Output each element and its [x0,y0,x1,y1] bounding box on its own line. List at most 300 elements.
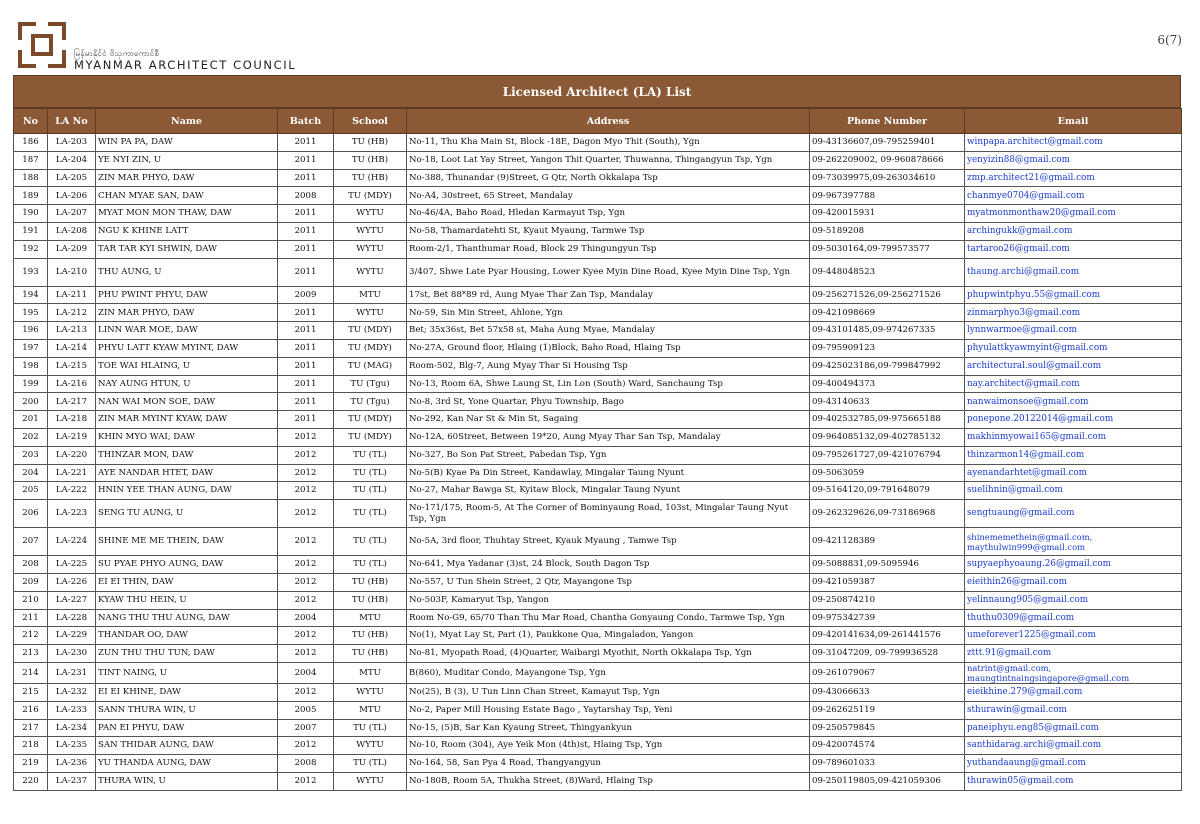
email-link[interactable]: zinmarphyo3@gmail.com [965,304,1182,322]
table-row [14,737,1182,755]
email-link[interactable]: phupwintphyu.55@gmail.com [965,286,1182,304]
architect-name: SAN THIDAR AUNG, DAW [96,737,278,755]
address: No-641, Mya Yadanar (3)st, 24 Block, South Dagon Tsp [407,556,810,574]
phone-number: 09-421098669 [810,304,965,322]
address: No-27A, Ground floor, Hlaing (1)Block, Baho Road, Hlaing Tsp [407,339,810,357]
table-row [14,187,1182,205]
email-link[interactable]: thurawin05@gmail.com [965,772,1182,790]
table-row [14,339,1182,357]
architect-name: AYE NANDAR HTET, DAW [96,464,278,482]
phone-number: 09-420141634,09-261441576 [810,627,965,645]
batch-year: 2012 [278,482,334,500]
phone-number: 09-250579845 [810,719,965,737]
address: Room-2/1, Thanthumar Road, Block 29 Thingungyun Tsp [407,240,810,258]
row-number: 203 [14,446,48,464]
email-link[interactable]: nanwaimonsoe@gmail.com [965,393,1182,411]
la-number: LA-203 [48,134,96,152]
table-row [14,683,1182,701]
batch-year: 2008 [278,187,334,205]
row-number: 189 [14,187,48,205]
email-link[interactable]: paneiphyu.eng85@gmail.com [965,719,1182,737]
row-number: 215 [14,683,48,701]
row-number: 200 [14,393,48,411]
batch-year: 2012 [278,737,334,755]
address: No-27, Mahar Bawga St, Kyitaw Block, Mingalar Taung Nyunt [407,482,810,500]
phone-number: 09-421128389 [810,528,965,556]
phone-number: 09-5189208 [810,222,965,240]
architect-name: ZIN MAR PHYO, DAW [96,169,278,187]
architect-name: YE NYI ZIN, U [96,151,278,169]
phone-number: 09-975342739 [810,609,965,627]
email-link[interactable]: suelihnin@gmail.com [965,482,1182,500]
address: No-A4, 30street, 65 Street, Mandalay [407,187,810,205]
batch-year: 2012 [278,556,334,574]
school: TU (MDY) [334,411,407,429]
row-number: 211 [14,609,48,627]
batch-year: 2012 [278,464,334,482]
row-number: 202 [14,428,48,446]
batch-year: 2011 [278,339,334,357]
address: No-180B, Room 5A, Thukha Street, (8)Ward, Hlaing Tsp [407,772,810,790]
la-number: LA-219 [48,428,96,446]
row-number: 197 [14,339,48,357]
la-number: LA-208 [48,222,96,240]
email-link[interactable]: myatmonmonthaw20@gmail.com [965,205,1182,223]
architect-name: PHYU LATT KYAW MYINT, DAW [96,339,278,357]
school: TU (HB) [334,591,407,609]
table-row [14,205,1182,223]
school: TU (TL) [334,500,407,528]
school: TU (Tgu) [334,375,407,393]
address: B(860), Muditar Condo, Mayangone Tsp, Ygn [407,662,810,683]
row-number: 187 [14,151,48,169]
address: No-5(B) Kyae Pa Din Street, Kandawlay, Mingalar Taung Nyunt [407,464,810,482]
email-link[interactable]: ayenandarhtet@gmail.com [965,464,1182,482]
org-name-block [74,50,296,72]
email-link[interactable]: ponepone.20122014@gmail.com [965,411,1182,429]
address: No-388, Thunandar (9)Street, G Qtr, North Okkalapa Tsp [407,169,810,187]
school: WYTU [334,205,407,223]
school: TU (MDY) [334,187,407,205]
la-number: LA-233 [48,701,96,719]
address: No-292, Kan Nar St & Min St, Sagaing [407,411,810,429]
batch-year: 2011 [278,322,334,340]
architect-table [13,108,1182,791]
email-link[interactable]: yenyizin88@gmail.com [965,151,1182,169]
row-number: 196 [14,322,48,340]
architect-name: SENG TU AUNG, U [96,500,278,528]
address: No-58, Thamardatehti St, Kyaut Myaung, Tarmwe Tsp [407,222,810,240]
batch-year: 2012 [278,428,334,446]
la-number: LA-216 [48,375,96,393]
table-row [14,169,1182,187]
address: Bet; 35x36st, Bet 57x58 st, Maha Aung Myae, Mandalay [407,322,810,340]
school: WYTU [334,222,407,240]
batch-year: 2011 [278,205,334,223]
architect-name: NAY AUNG HTUN, U [96,375,278,393]
table-row [14,286,1182,304]
row-number: 199 [14,375,48,393]
architect-name: EI EI KHINE, DAW [96,683,278,701]
phone-number: 09-43101485,09-974267335 [810,322,965,340]
la-number: LA-236 [48,755,96,773]
school: TU (HB) [334,151,407,169]
la-number: LA-215 [48,357,96,375]
table-row [14,222,1182,240]
phone-number: 09-789601033 [810,755,965,773]
table-row [14,393,1182,411]
row-number: 198 [14,357,48,375]
architect-name: SU PYAE PHYO AUNG, DAW [96,556,278,574]
address: No-327, Bo Son Pat Street, Pabedan Tsp, Ygn [407,446,810,464]
row-number: 194 [14,286,48,304]
la-number: LA-232 [48,683,96,701]
phone-number: 09-5063059 [810,464,965,482]
batch-year: 2004 [278,609,334,627]
address: No-164, 58, San Pya 4 Road, Thangyangyun [407,755,810,773]
school: WYTU [334,683,407,701]
school: TU (MAG) [334,357,407,375]
address: No-46/4A, Baho Road, Hledan Karmayut Tsp, Ygn [407,205,810,223]
batch-year: 2011 [278,222,334,240]
phone-number: 09-256271526,09-256271526 [810,286,965,304]
row-number: 219 [14,755,48,773]
la-number: LA-234 [48,719,96,737]
phone-number: 09-73039975,09-263034610 [810,169,965,187]
table-row [14,357,1182,375]
email-link[interactable]: shinememethein@gmail.com, maythulwin999@gmail.com [965,528,1182,556]
school: WYTU [334,258,407,286]
phone-number: 09-421059387 [810,573,965,591]
school: TU (HB) [334,573,407,591]
col-header-email: Email [965,109,1182,134]
address: Room No-G9, 65/70 Than Thu Mar Road, Chantha Gonyaung Condo, Tarmwe Tsp, Ygn [407,609,810,627]
la-number: LA-210 [48,258,96,286]
row-number: 210 [14,591,48,609]
email-link[interactable]: phyulattkyawmyint@gmail.com [965,339,1182,357]
row-number: 193 [14,258,48,286]
row-number: 207 [14,528,48,556]
school: MTU [334,609,407,627]
table-row [14,755,1182,773]
la-number: LA-224 [48,528,96,556]
phone-number: 09-5030164,09-799573577 [810,240,965,258]
la-number: LA-218 [48,411,96,429]
school: TU (TL) [334,446,407,464]
row-number: 201 [14,411,48,429]
email-link[interactable]: zmp.architect21@gmail.com [965,169,1182,187]
batch-year: 2011 [278,357,334,375]
row-number: 214 [14,662,48,683]
architect-name: NGU K KHINE LATT [96,222,278,240]
table-row [14,528,1182,556]
school: WYTU [334,737,407,755]
email-link[interactable]: santhidarag.archi@gmail.com [965,737,1182,755]
table-row [14,375,1182,393]
col-header-batch: Batch [278,109,334,134]
architect-name: TAR TAR KYI SHWIN, DAW [96,240,278,258]
architect-name: NAN WAI MON SOE, DAW [96,393,278,411]
row-number: 191 [14,222,48,240]
col-header-la-no: LA No [48,109,96,134]
architect-name: ZIN MAR PHYO, DAW [96,304,278,322]
email-link[interactable]: eieithin26@gmail.com [965,573,1182,591]
phone-number: 09-262625119 [810,701,965,719]
email-link[interactable]: thinzarmon14@gmail.com [965,446,1182,464]
email-link[interactable]: archingukk@gmail.com [965,222,1182,240]
school: TU (TL) [334,755,407,773]
email-link[interactable]: eieikhine.279@gmail.com [965,683,1182,701]
batch-year: 2011 [278,393,334,411]
phone-number: 09-5164120,09-791648079 [810,482,965,500]
phone-number: 09-262329626,09-73186968 [810,500,965,528]
architect-name: THANDAR OO, DAW [96,627,278,645]
phone-number: 09-964085132,09-402785132 [810,428,965,446]
batch-year: 2011 [278,375,334,393]
row-number: 195 [14,304,48,322]
phone-number: 09-43136607,09-795259401 [810,134,965,152]
table-row [14,772,1182,790]
address: No-15, (5)B, Sar Kan Kyaung Street, Thingyankyun [407,719,810,737]
architect-name: YU THANDA AUNG, DAW [96,755,278,773]
phone-number: 09-262209002, 09-960878666 [810,151,965,169]
la-number: LA-213 [48,322,96,340]
architect-list-sheet [13,75,1181,791]
batch-year: 2011 [278,169,334,187]
phone-number: 09-250874210 [810,591,965,609]
address: No(1), Myat Lay St, Part (1), Paukkone Qua, Mingaladon, Yangon [407,627,810,645]
batch-year: 2007 [278,719,334,737]
address: No-13, Room 6A, Shwe Laung St, Lin Lon (South) Ward, Sanchaung Tsp [407,375,810,393]
la-number: LA-231 [48,662,96,683]
email-link[interactable]: umeforever1225@gmail.com [965,627,1182,645]
phone-number: 09-400494373 [810,375,965,393]
row-number: 186 [14,134,48,152]
email-link[interactable]: lynnwarmoe@gmail.com [965,322,1182,340]
batch-year: 2011 [278,134,334,152]
phone-number: 09-31047209, 09-799936528 [810,645,965,663]
batch-year: 2012 [278,573,334,591]
phone-number: 09-261079067 [810,662,965,683]
school: TU (MDY) [334,322,407,340]
table-row [14,411,1182,429]
architect-name: SHINE ME ME THEIN, DAW [96,528,278,556]
table-row [14,573,1182,591]
table-row [14,645,1182,663]
architect-name: THU AUNG, U [96,258,278,286]
table-row [14,428,1182,446]
la-number: LA-206 [48,187,96,205]
batch-year: 2011 [278,240,334,258]
email-link[interactable]: nay.architect@gmail.com [965,375,1182,393]
table-row [14,482,1182,500]
school: TU (TL) [334,719,407,737]
email-link[interactable]: thaung.archi@gmail.com [965,258,1182,286]
phone-number: 09-448048523 [810,258,965,286]
address: No-557, U Tun Shein Street, 2 Qtr, Mayangone Tsp [407,573,810,591]
address: No-11, Thu Kha Main St, Block -18E, Dagon Myo Thit (South), Ygn [407,134,810,152]
email-link[interactable]: sthurawin@gmail.com [965,701,1182,719]
phone-number: 09-250119805,09-421059306 [810,772,965,790]
batch-year: 2012 [278,591,334,609]
phone-number: 09-5088831,09-5095946 [810,556,965,574]
row-number: 220 [14,772,48,790]
batch-year: 2004 [278,662,334,683]
page-number: 6(7) [1157,33,1182,47]
email-link[interactable]: tartaroo26@gmail.com [965,240,1182,258]
la-number: LA-217 [48,393,96,411]
table-row [14,556,1182,574]
address: No-18, Loot Lat Yay Street, Yangon Thit Quarter, Thuwanna, Thingangyun Tsp, Ygn [407,151,810,169]
phone-number: 09-420015931 [810,205,965,223]
batch-year: 2011 [278,151,334,169]
phone-number: 09-795261727,09-421076794 [810,446,965,464]
row-number: 188 [14,169,48,187]
school: MTU [334,701,407,719]
architect-name: ZUN THU THU TUN, DAW [96,645,278,663]
phone-number: 09-967397788 [810,187,965,205]
list-title: Licensed Architect (LA) List [13,75,1181,108]
batch-year: 2005 [278,701,334,719]
col-header-phone: Phone Number [810,109,965,134]
table-row [14,258,1182,286]
address: No-59, Sin Min Street, Ahlone, Ygn [407,304,810,322]
address: No-5A, 3rd floor, Thuhtay Street, Kyauk Myaung , Tamwe Tsp [407,528,810,556]
batch-year: 2011 [278,411,334,429]
phone-number: 09-402532785,09-975665188 [810,411,965,429]
address: No-171/175, Room-5, At The Corner of Bominyaung Road, 103st, Mingalar Taung Nyut Tsp, Ygn [407,500,810,528]
address: 3/407, Shwe Late Pyar Housing, Lower Kyee Myin Dine Road, Kyee Myin Dine Tsp, Ygn [407,258,810,286]
la-number: LA-230 [48,645,96,663]
la-number: LA-228 [48,609,96,627]
school: TU (HB) [334,134,407,152]
row-number: 190 [14,205,48,223]
architect-name: KHIN MYO WAI, DAW [96,428,278,446]
batch-year: 2012 [278,528,334,556]
architect-name: LINN WAR MOE, DAW [96,322,278,340]
email-link[interactable]: thuthu0309@gmail.com [965,609,1182,627]
email-link[interactable]: yuthandaaung@gmail.com [965,755,1182,773]
la-number: LA-225 [48,556,96,574]
org-name: MYANMAR ARCHITECT COUNCIL [74,58,297,72]
batch-year: 2011 [278,304,334,322]
batch-year: 2012 [278,683,334,701]
la-number: LA-221 [48,464,96,482]
batch-year: 2009 [278,286,334,304]
phone-number: 09-420074574 [810,737,965,755]
architect-name: CHAN MYAE SAN, DAW [96,187,278,205]
table-row [14,591,1182,609]
row-number: 192 [14,240,48,258]
email-link[interactable]: architectural.soul@gmail.com [965,357,1182,375]
la-number: LA-222 [48,482,96,500]
email-link[interactable]: supyaephyoaung.26@gmail.com [965,556,1182,574]
row-number: 204 [14,464,48,482]
table-row [14,151,1182,169]
table-row [14,446,1182,464]
la-number: LA-237 [48,772,96,790]
la-number: LA-226 [48,573,96,591]
col-header-address: Address [407,109,810,134]
col-header-school: School [334,109,407,134]
architect-name: THINZAR MON, DAW [96,446,278,464]
architect-name: EI EI THIN, DAW [96,573,278,591]
school: TU (MDY) [334,339,407,357]
la-number: LA-229 [48,627,96,645]
email-link[interactable]: makhinmyowai165@gmail.com [965,428,1182,446]
la-number: LA-205 [48,169,96,187]
la-number: LA-204 [48,151,96,169]
architect-name: TOE WAI HLAING, U [96,357,278,375]
school: TU (Tgu) [334,393,407,411]
school: TU (MDY) [334,428,407,446]
table-row [14,464,1182,482]
school: WYTU [334,304,407,322]
architect-name: MYAT MON MON THAW, DAW [96,205,278,223]
address: 17st, Bet 88*89 rd, Aung Myae Thar Zan Tsp, Mandalay [407,286,810,304]
school: TU (TL) [334,482,407,500]
row-number: 213 [14,645,48,663]
email-link[interactable]: zttt.91@gmail.com [965,645,1182,663]
batch-year: 2012 [278,446,334,464]
school: WYTU [334,772,407,790]
council-logo [18,22,66,68]
architect-name: TINT NAING, U [96,662,278,683]
row-number: 212 [14,627,48,645]
architect-name: SANN THURA WIN, U [96,701,278,719]
col-header-name: Name [96,109,278,134]
batch-year: 2012 [278,500,334,528]
row-number: 208 [14,556,48,574]
batch-year: 2012 [278,645,334,663]
address: No-2, Paper Mill Housing Estate Bago , Yaytarshay Tsp, Yeni [407,701,810,719]
la-number: LA-207 [48,205,96,223]
architect-name: PAN EI PHYU, DAW [96,719,278,737]
email-link[interactable]: sengtuaung@gmail.com [965,500,1182,528]
email-link[interactable]: yelinnaung905@gmail.com [965,591,1182,609]
row-number: 217 [14,719,48,737]
architect-name: WIN PA PA, DAW [96,134,278,152]
school: MTU [334,286,407,304]
batch-year: 2012 [278,627,334,645]
row-number: 205 [14,482,48,500]
address: Room-502, Blg-7, Aung Myay Thar Si Housing Tsp [407,357,810,375]
architect-name: PHU PWINT PHYU, DAW [96,286,278,304]
email-link[interactable]: chanmye0704@gmail.com [965,187,1182,205]
school: TU (HB) [334,645,407,663]
email-link[interactable]: winpapa.architect@gmail.com [965,134,1182,152]
school: WYTU [334,240,407,258]
table-row [14,134,1182,152]
la-number: LA-220 [48,446,96,464]
address: No-503F, Kamaryut Tsp, Yangon [407,591,810,609]
architect-name: NANG THU THU AUNG, DAW [96,609,278,627]
table-row [14,304,1182,322]
row-number: 218 [14,737,48,755]
school: TU (HB) [334,627,407,645]
phone-number: 09-43140633 [810,393,965,411]
address: No-8, 3rd St, Yone Quartar, Phyu Township, Bago [407,393,810,411]
table-body [14,134,1182,791]
la-number: LA-214 [48,339,96,357]
phone-number: 09-43066633 [810,683,965,701]
phone-number: 09-425023186,09-799847992 [810,357,965,375]
la-number: LA-223 [48,500,96,528]
table-row [14,500,1182,528]
architect-name: THURA WIN, U [96,772,278,790]
table-row [14,240,1182,258]
email-link[interactable]: natrint@gmail.com, maungtintnaingsingapore@gmail.com [965,662,1182,683]
